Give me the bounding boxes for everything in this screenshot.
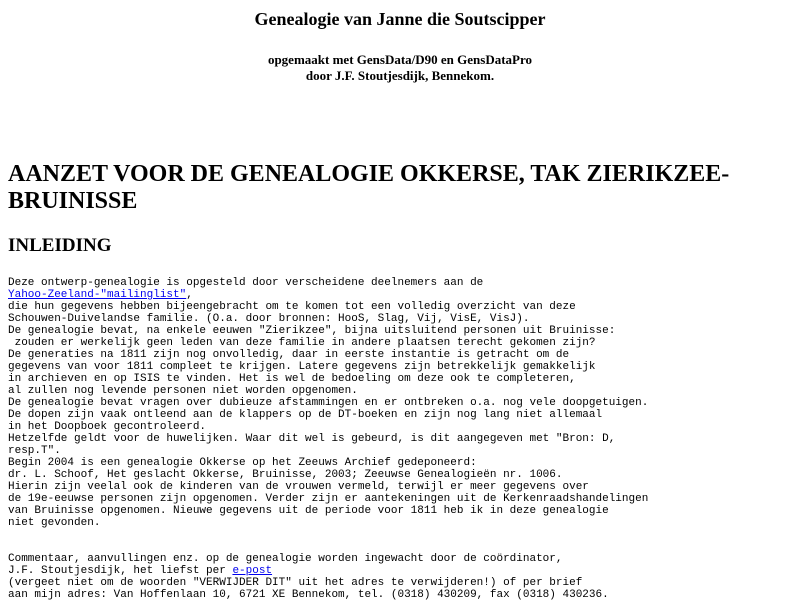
comment-text — [8, 553, 798, 601]
comment-body: (vergeet niet om de woorden "VERWIJDER DIT" uit het adres te verwijderen!) of per brief aan mijn adres: Van Hoffenlaan 10, 6721 XE Bennekom, tel. (0318) 430209, fax (0318) 430236. — [8, 577, 609, 601]
credit-line-tools: opgemaakt met GensData/D90 en GensDataPro — [267, 52, 533, 67]
section-heading: INLEIDING — [8, 235, 112, 256]
page-title: AANZET VOOR DE GENEALOGIE OKKERSE, TAK ZIERIKZEE-BRUINISSE — [8, 161, 730, 214]
credits — [0, 52, 800, 84]
comment-line-1: Commentaar, aanvullingen enz. op de genealogie worden ingewacht door de coördinator, — [8, 553, 563, 565]
mailinglist-link[interactable]: Yahoo-Zeeland-"mailinglist" — [8, 289, 187, 301]
intro-line-1: Deze ontwerp-genealogie is opgesteld door verscheidene deelnemers aan de — [8, 277, 484, 289]
intro-link-suffix: , — [186, 289, 193, 301]
credit-line-author: door J.F. Stoutjesdijk, Bennekom. — [305, 68, 495, 83]
intro-body: die hun gegevens hebben bijeengebracht om te komen tot een volledig overzicht van deze Schouwen-Duivelandse familie. (O.a. door bronnen: HooS, Slag, Vij, VisE, VisJ). De genealogie bevat, na enkele eeuwen "Zierikzee", bijna uitsluitend personen uit Bruinisse: zouden er werkelijk geen leden van deze familie in andere plaatsen terecht gekomen zijn? De generaties na 1811 zijn nog onvolledig, daar in eerste instantie is getracht om de gegevens van voor 1811 compleet te krijgen. Latere gegevens zijn betrekkelijk gemakkelijk in archieven en op ISIS te vinden. Het is wel de bedoeling om deze ook te completeren, al zullen nog levende personen niet worden opgenomen. De genealogie bevat vragen over dubieuze afstammingen en er ontbreken o.a. nog vele doopgetuigen. De dopen zijn vaak ontleend aan de klappers op de DT-boeken en zijn nog lang niet allemaal in het Doopboek gecontroleerd. Hetzelfde geldt voor de huwelijken. Waar dit wel is gebeurd, is dit aangegeven met "Bron: D, resp.T". Begin 2004 is een genealogie Okkerse op het Zeeuws Archief gedeponeerd: dr. L. Schoof, Het geslacht Okkerse, Bruinisse, 2003; Zeeuwse Genealogieën nr. 1006. Hierin zijn veelal ook de kinderen van de vrouwen vermeld, terwijl er meer gegevens over de 19e-eeuwse personen zijn opgenomen. Verder zijn er aantekeningen uit de Kerkenraadshandelingen van Bruinisse opgenomen. Nieuwe gegevens uit de periode voor 1811 heb ik in deze genealogie niet gevonden. — [8, 301, 649, 529]
comment-line-2-prefix: J.F. Stoutjesdijk, het liefst per — [8, 565, 233, 577]
epost-link[interactable]: e-post — [232, 565, 273, 577]
introduction-text — [8, 277, 798, 529]
site-title: Genealogie van Janne die Soutscipper — [254, 9, 546, 29]
